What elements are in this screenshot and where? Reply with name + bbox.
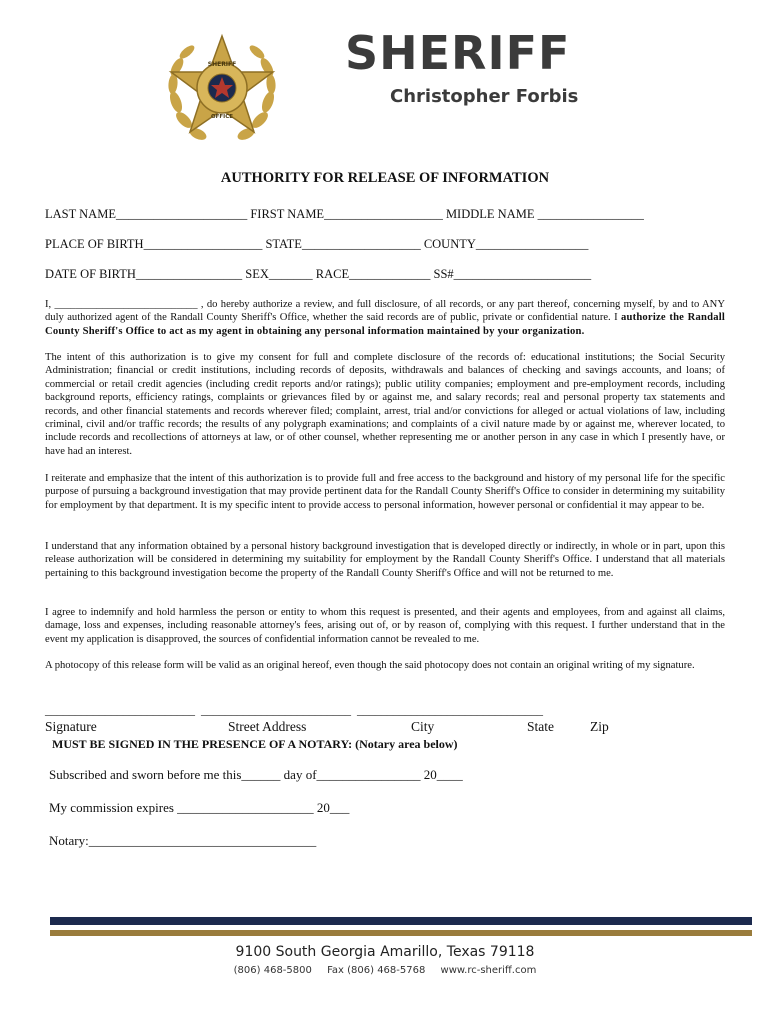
footer-navy-band (50, 917, 752, 925)
footer-address: 9100 South Georgia Amarillo, Texas 79118 (235, 944, 535, 960)
sheriff-title: SHERIFF (345, 26, 571, 80)
signature-lines[interactable]: _________________________ _________________________ _______________________________ (45, 703, 543, 717)
footer-contact (0, 966, 770, 976)
footer-website-link[interactable]: www.rc-sheriff.com (440, 965, 537, 976)
birthplace-fields-row[interactable]: PLACE OF BIRTH___________________ STATE___________________ COUNTY__________________ (45, 237, 589, 251)
subscribed-line[interactable]: Subscribed and sworn before me this______ day of________________ 20____ (49, 767, 463, 782)
notary-notice: MUST BE SIGNED IN THE PRESENCE OF A NOTARY: (Notary area below) (52, 737, 458, 751)
birthdate-fields-row[interactable]: DATE OF BIRTH_________________ SEX_______ RACE_____________ SS#______________________ (45, 267, 592, 281)
name-fields-row[interactable]: LAST NAME_____________________ FIRST NAME___________________ MIDDLE NAME _________________ (45, 207, 644, 221)
zip-label: Zip (590, 719, 609, 734)
notary-line[interactable]: Notary:___________________________________ (49, 833, 317, 848)
commission-expires-line[interactable]: My commission expires _____________________ 20___ (49, 800, 350, 815)
state-label: State (527, 719, 554, 734)
signature-label: Signature (45, 719, 97, 734)
badge-lettering: SHERIFF (207, 61, 237, 68)
photocopy-paragraph: A photocopy of this release form will be valid as an original hereof, even though the said photocopy does not contain an original writing of my signature. (45, 660, 695, 671)
indemnify-paragraph: I agree to indemnify and hold harmless the person or entity to whom this request is presented, and their agents and employees, from and against all claims, damage, loss and expenses, including reasonable attorney's fees, arising out of, or by reason of, complying with this request. I further understand that in the event my application is disapproved, the sources of confidential information cannot be revealed to me. (45, 607, 725, 645)
sheriff-badge-logo (162, 32, 282, 154)
street-address-label: Street Address (228, 719, 307, 734)
badge-lettering-bottom: OFFICE (210, 114, 234, 120)
authorization-paragraph (45, 298, 725, 338)
footer-fax: Fax (806) 468-5768 (327, 965, 426, 976)
sheriff-name: Christopher Forbis (390, 86, 579, 107)
authorization-text: I, ___________________________ , do hereby authorize a review, and full disclosure, of all records, or any part thereof, concerning myself, by and to ANY duly authorized agent of the Randall County Sheriff's Office, whether the said records are of public, private or confidential nature. I (45, 299, 725, 324)
footer-phone: (806) 468-5800 (233, 965, 312, 976)
form-title: AUTHORITY FOR RELEASE OF INFORMATION (220, 170, 550, 186)
city-label: City (411, 719, 435, 734)
understand-paragraph: I understand that any information obtained by a personal history background investigation that is developed directly or indirectly, in whole or in part, upon this release authorization will be considered in determining my suitability for employment by the Randall County Sheriff's Office. I understand that all materials pertaining to this background investigation become the property of the Randall County Sheriff's Office and will not be returned to me. (45, 541, 725, 579)
footer-gold-band (50, 930, 752, 936)
reiterate-paragraph: I reiterate and emphasize that the intent of this authorization is to provide full and free access to the background and history of my personal life for the specific purpose of pursuing a background investigation that may provide pertinent data for the Randall County Sheriff's Office to consider in determining my suitability for employment by that department. It is my specific intent to provide access to personal information, however personal or confidential it may appear to be. (45, 473, 725, 511)
authorization-bold-text: authorize the Randall County Sheriff's Office to act as my agent in obtaining any personal information maintained by your organization. (45, 312, 725, 337)
intent-paragraph: The intent of this authorization is to give my consent for full and complete disclosure of the records of: educational institutions; the Social Security Administration; financial or credit institutions, including records of deposits, withdrawals and balances of checking and savings accounts, and loans; of commercial or retail credit agencies (including credit reports and/or ratings); public utility companies; employment and pre-employment records, including background reports, efficiency ratings, complaints or grievances filed by or against me, and salary records; real and personal property tax statements and records, and other financial statements and records wherever filed; complaint, arrest, trial and/or convictions for alleged or actual violations of law, including criminal, civil and/or traffic records; the results of any polygraph examinations; and complaints of a civil nature made by or against me, wherever located, to include records and recollections of attorneys at law, or of other counsel, whether representing me or another person in any case in which I presently have, or have had an interest. (45, 352, 725, 457)
